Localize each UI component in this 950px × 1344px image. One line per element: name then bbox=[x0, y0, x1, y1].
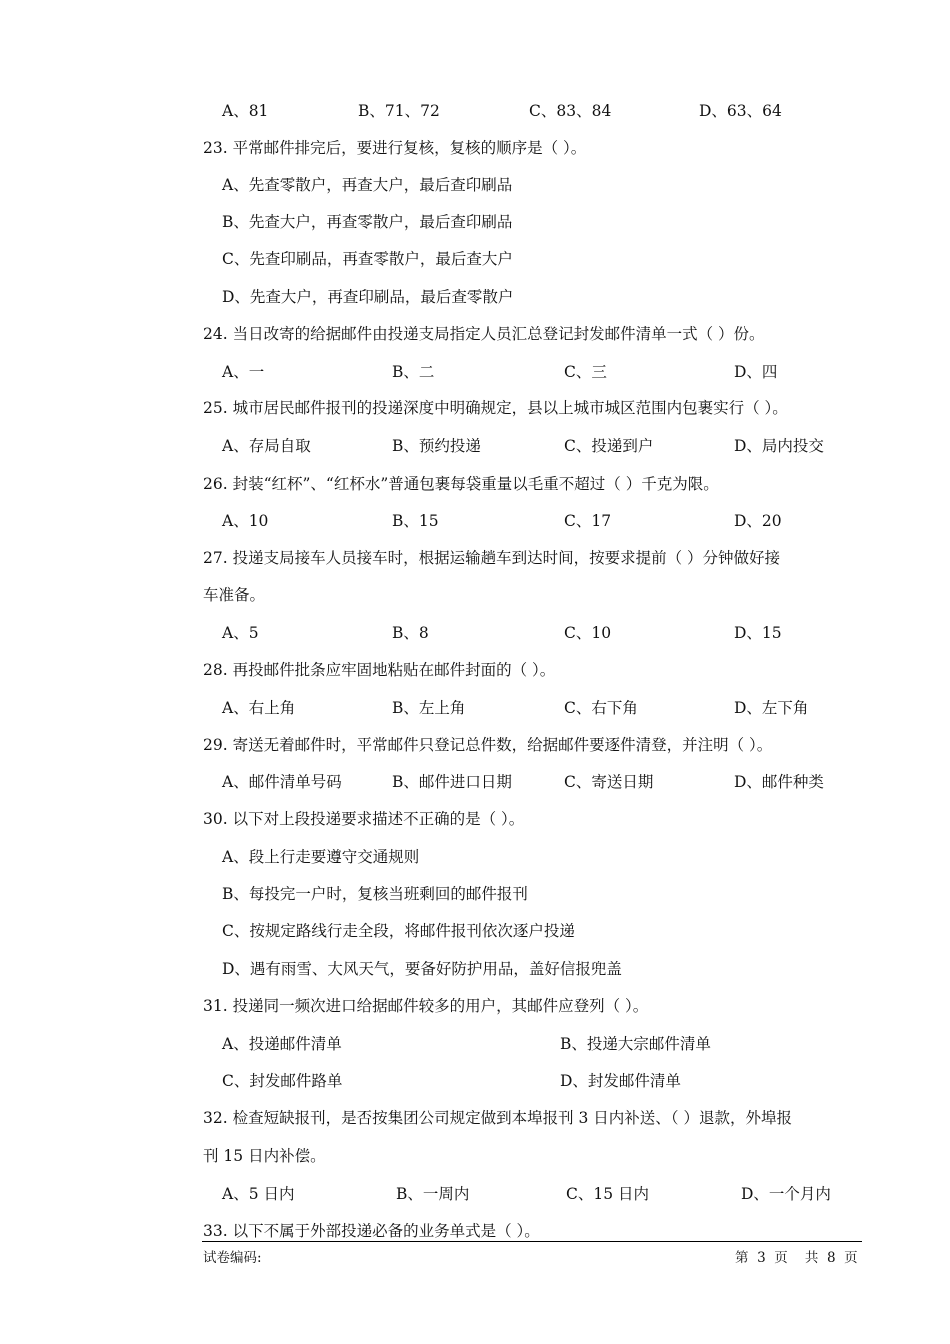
q22-option-d: D、63、64 bbox=[699, 102, 782, 120]
q27-option-d: D、15 bbox=[734, 624, 782, 642]
q28-option-c: C、右下角 bbox=[564, 699, 638, 717]
q25-option-b: B、预约投递 bbox=[392, 437, 481, 455]
q25-option-c: C、投递到户 bbox=[564, 437, 654, 455]
q23-option-d: D、先查大户，再查印刷品，最后查零散户 bbox=[222, 288, 514, 306]
q30-option-d: D、遇有雨雪、大风天气，要备好防护用品，盖好信报兜盖 bbox=[222, 960, 622, 978]
q23-option-a: A、先查零散户，再查大户，最后查印刷品 bbox=[222, 176, 513, 194]
q24-option-c: C、三 bbox=[564, 363, 607, 381]
q32-stem-line1: 32. 检查短缺报刊，是否按集团公司规定做到本埠报刊 3 日内补送、（ ）退款，外埠报 bbox=[203, 1109, 792, 1127]
q31-option-c: C、封发邮件路单 bbox=[222, 1072, 343, 1090]
q28-option-b: B、左上角 bbox=[392, 699, 466, 717]
page-number: 第 3 页 共 8 页 bbox=[735, 1250, 858, 1266]
q24-option-d: D、四 bbox=[734, 363, 778, 381]
q25-option-a: A、存局自取 bbox=[222, 437, 311, 455]
q23-option-c: C、先查印刷品，再查零散户，最后查大户 bbox=[222, 250, 513, 268]
q28-option-a: A、右上角 bbox=[222, 699, 296, 717]
q31-option-b: B、投递大宗邮件清单 bbox=[560, 1035, 711, 1053]
q32-option-a: A、5 日内 bbox=[222, 1185, 295, 1203]
q30-option-b: B、每投完一户时，复核当班剩回的邮件报刊 bbox=[222, 885, 528, 903]
q22-option-b: B、71、72 bbox=[358, 102, 440, 120]
q29-stem: 29. 寄送无着邮件时，平常邮件只登记总件数，给据邮件要逐件清登，并注明（ ）。 bbox=[203, 736, 773, 754]
q23-option-b: B、先查大户，再查零散户，最后查印刷品 bbox=[222, 213, 513, 231]
q31-option-d: D、封发邮件清单 bbox=[560, 1072, 681, 1090]
q29-option-a: A、邮件清单号码 bbox=[222, 773, 342, 791]
q33-stem: 33. 以下不属于外部投递必备的业务单式是（ ）。 bbox=[203, 1222, 540, 1240]
q23-stem: 23. 平常邮件排完后，要进行复核，复核的顺序是（ ）。 bbox=[203, 139, 587, 157]
q24-option-a: A、一 bbox=[222, 363, 265, 381]
q32-option-d: D、一个月内 bbox=[741, 1185, 831, 1203]
q26-option-d: D、20 bbox=[734, 512, 782, 530]
q25-option-d: D、局内投交 bbox=[734, 437, 824, 455]
q29-option-c: C、寄送日期 bbox=[564, 773, 654, 791]
q27-option-a: A、5 bbox=[222, 624, 259, 642]
q26-option-b: B、15 bbox=[392, 512, 439, 530]
q30-option-a: A、段上行走要遵守交通规则 bbox=[222, 848, 420, 866]
q27-stem-line2: 车准备。 bbox=[203, 586, 266, 604]
q28-option-d: D、左下角 bbox=[734, 699, 809, 717]
q26-stem: 26. 封装“红杯”、“红杯水”普通包裹每袋重量以毛重不超过（ ）千克为限。 bbox=[203, 475, 719, 493]
q30-stem: 30. 以下对上段投递要求描述不正确的是（ ）。 bbox=[203, 810, 525, 828]
q27-option-b: B、8 bbox=[392, 624, 429, 642]
exam-code-label: 试卷编码: bbox=[203, 1250, 262, 1266]
q32-option-b: B、一周内 bbox=[396, 1185, 470, 1203]
q27-stem-line1: 27. 投递支局接车人员接车时，根据运输趟车到达时间，按要求提前（ ）分钟做好接 bbox=[203, 549, 781, 567]
q27-option-c: C、10 bbox=[564, 624, 612, 642]
q26-option-c: C、17 bbox=[564, 512, 612, 530]
q32-option-c: C、15 日内 bbox=[566, 1185, 650, 1203]
q22-option-c: C、83、84 bbox=[529, 102, 612, 120]
q31-option-a: A、投递邮件清单 bbox=[222, 1035, 342, 1053]
q31-stem: 31. 投递同一频次进口给据邮件较多的用户，其邮件应登列（ ）。 bbox=[203, 997, 649, 1015]
q22-option-a: A、81 bbox=[222, 102, 269, 120]
q29-option-b: B、邮件进口日期 bbox=[392, 773, 512, 791]
q25-stem: 25. 城市居民邮件报刊的投递深度中明确规定，县以上城市城区范围内包裹实行（ ）。 bbox=[203, 399, 788, 417]
footer-divider bbox=[202, 1241, 862, 1242]
q24-stem: 24. 当日改寄的给据邮件由投递支局指定人员汇总登记封发邮件清单一式（ ）份。 bbox=[203, 325, 765, 343]
q28-stem: 28. 再投邮件批条应牢固地粘贴在邮件封面的（ ）。 bbox=[203, 661, 556, 679]
q26-option-a: A、10 bbox=[222, 512, 269, 530]
q29-option-d: D、邮件种类 bbox=[734, 773, 824, 791]
q30-option-c: C、按规定路线行走全段，将邮件报刊依次逐户投递 bbox=[222, 922, 575, 940]
q32-stem-line2: 刊 15 日内补偿。 bbox=[203, 1147, 326, 1165]
q24-option-b: B、二 bbox=[392, 363, 435, 381]
